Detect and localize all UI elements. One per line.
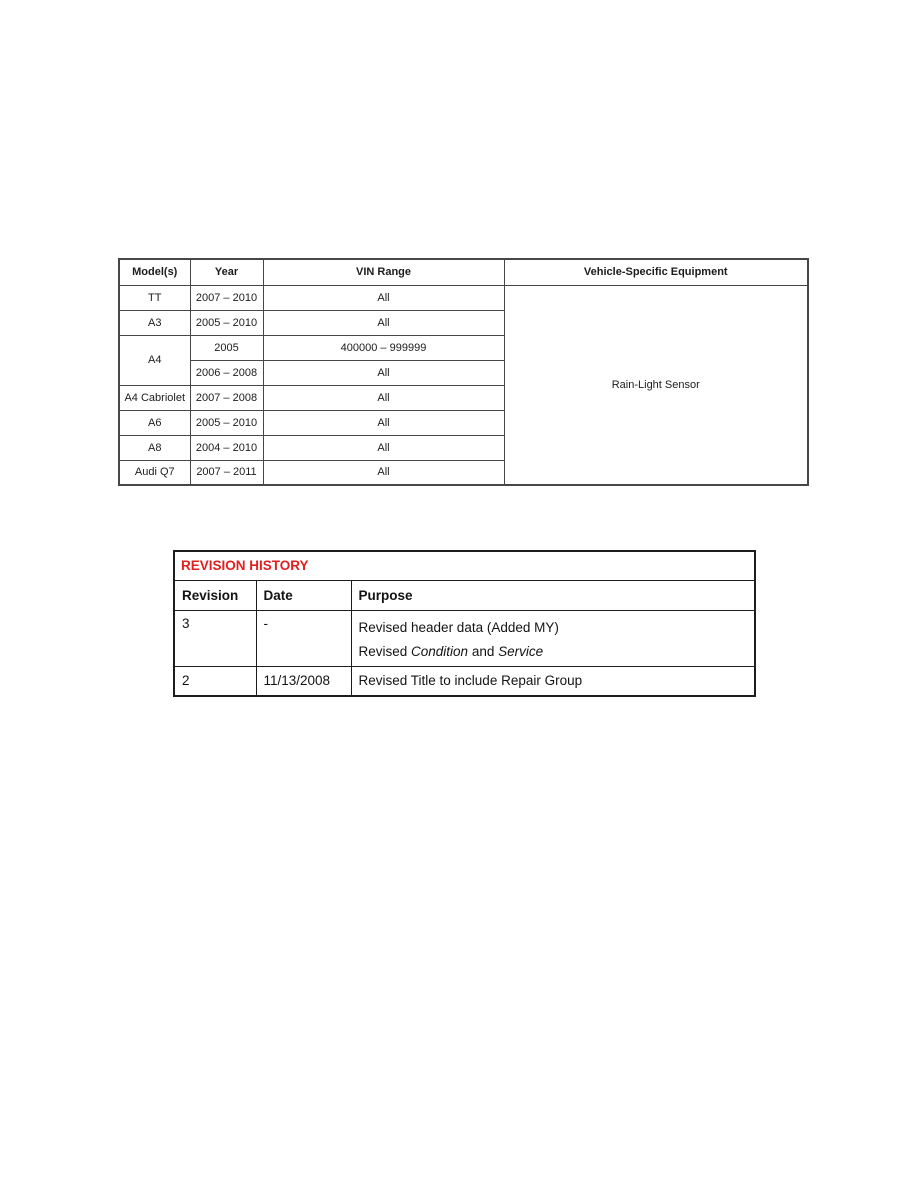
- model-cell: Audi Q7: [119, 460, 190, 485]
- vin-cell: All: [263, 310, 504, 335]
- revision-header-row: [174, 580, 755, 610]
- model-cell: A3: [119, 310, 190, 335]
- model-cell: TT: [119, 285, 190, 310]
- year-cell: 2005 – 2010: [190, 310, 263, 335]
- year-cell: 2004 – 2010: [190, 435, 263, 460]
- vin-cell: All: [263, 435, 504, 460]
- year-cell: 2007 – 2010: [190, 285, 263, 310]
- model-cell: A6: [119, 410, 190, 435]
- purpose-text: and: [468, 643, 499, 659]
- vehicle-applicability-table: [118, 258, 809, 486]
- header-year: Year: [190, 259, 263, 285]
- vin-cell: All: [263, 385, 504, 410]
- revision-row: [174, 610, 755, 666]
- header-date: Date: [256, 580, 351, 610]
- revision-row: [174, 666, 755, 696]
- year-cell: 2006 – 2008: [190, 360, 263, 385]
- vin-cell: All: [263, 460, 504, 485]
- equipment-cell: Rain-Light Sensor: [504, 285, 808, 485]
- revision-number-cell: 3: [174, 610, 256, 666]
- revision-history-table: [173, 550, 756, 697]
- revision-history-title: REVISION HISTORY: [174, 551, 755, 580]
- year-cell: 2005: [190, 335, 263, 360]
- revision-date-cell: 11/13/2008: [256, 666, 351, 696]
- header-purpose: Purpose: [351, 580, 755, 610]
- header-vin-range: VIN Range: [263, 259, 504, 285]
- purpose-text: Revised: [358, 643, 412, 659]
- header-revision: Revision: [174, 580, 256, 610]
- revision-purpose-cell: [351, 610, 755, 666]
- vin-cell: All: [263, 285, 504, 310]
- purpose-italic-service: Service: [498, 643, 544, 659]
- vin-cell: 400000 – 999999: [263, 335, 504, 360]
- revision-title-row: [174, 551, 755, 580]
- vin-cell: All: [263, 360, 504, 385]
- revision-number-cell: 2: [174, 666, 256, 696]
- year-cell: 2005 – 2010: [190, 410, 263, 435]
- revision-purpose-cell: Revised Title to include Repair Group: [351, 666, 755, 696]
- purpose-italic-condition: Condition: [411, 643, 469, 659]
- header-vehicle-specific-equipment: Vehicle-Specific Equipment: [504, 259, 808, 285]
- model-cell: A8: [119, 435, 190, 460]
- year-cell: 2007 – 2011: [190, 460, 263, 485]
- purpose-line-1: Revised header data (Added MY): [358, 619, 559, 635]
- vehicle-table-header-row: [119, 259, 808, 285]
- revision-date-cell: -: [256, 610, 351, 666]
- model-cell: A4: [119, 335, 190, 385]
- header-models: Model(s): [119, 259, 190, 285]
- vin-cell: All: [263, 410, 504, 435]
- purpose-line-2: [359, 640, 748, 664]
- year-cell: 2007 – 2008: [190, 385, 263, 410]
- model-cell: A4 Cabriolet: [119, 385, 190, 410]
- table-row: [119, 285, 808, 310]
